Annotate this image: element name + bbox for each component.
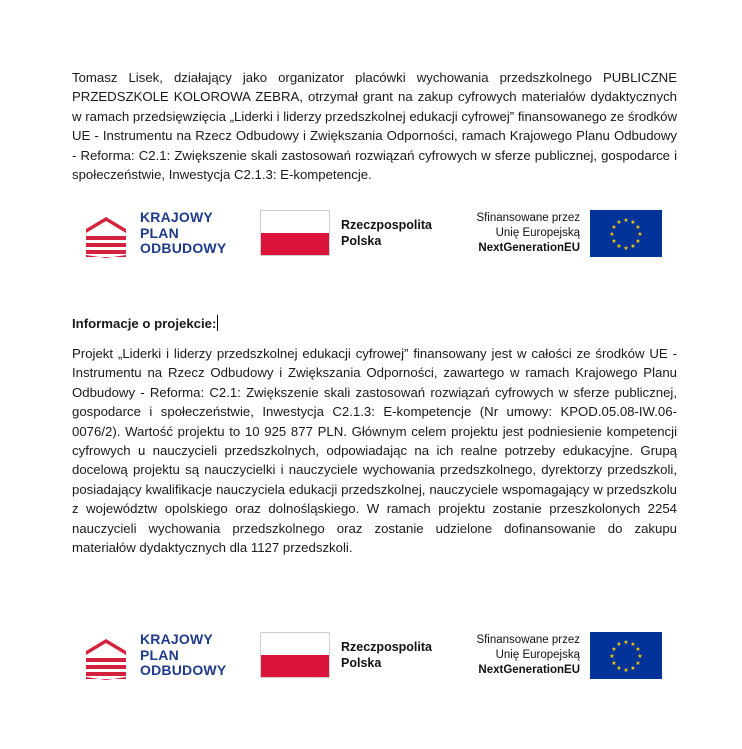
svg-text:★: ★ — [611, 646, 617, 653]
svg-text:★: ★ — [616, 665, 622, 672]
funding-logos-top — [84, 209, 664, 259]
polish-flag-icon — [260, 210, 330, 256]
rp-logo — [260, 209, 440, 259]
kpo-logo-text — [140, 210, 226, 257]
svg-text:★: ★ — [623, 245, 629, 252]
text-cursor — [217, 315, 218, 331]
eu-line-3: NextGenerationEU — [478, 242, 580, 254]
rp-line-2: Polska — [341, 234, 382, 248]
svg-text:★: ★ — [637, 231, 643, 238]
kpo-emblem-icon — [84, 631, 132, 681]
svg-text:★: ★ — [630, 665, 636, 672]
svg-text:★: ★ — [630, 243, 636, 250]
svg-text:★: ★ — [635, 224, 641, 231]
svg-text:★: ★ — [616, 243, 622, 250]
eu-flag-icon — [590, 632, 662, 679]
kpo-line-3: ODBUDOWY — [140, 240, 227, 256]
svg-text:★: ★ — [630, 641, 636, 648]
section-heading-text: Informacje o projekcie: — [72, 316, 217, 331]
svg-text:★: ★ — [616, 219, 622, 226]
kpo-logo — [84, 209, 234, 259]
eu-logo-text — [476, 211, 580, 256]
intro-paragraph: Tomasz Lisek, działający jako organizator placówki wychowania przedszkolnego PUBLICZNE PRZEDSZKOLE KOLOROWA ZEBRA, otrzymał grant na zakup cyfrowych materiałów dydaktycznych w ramach przedsięwzięcia „Liderki i liderzy przedszkolnej edukacji cyfrowej” finansowanego ze środków UE - Instrumentu na Rzecz Odbudowy i Zwiększania Odporności, ramach Krajowego Planu Odbudowy - Reforma: C2.1: Zwiększenie skali zastosowań rozwiązań cyfrowych w sferze publicznej, gospodarce i społeczeństwie, Inwestycja C2.1.3: E-kompetencje. — [72, 70, 677, 183]
eu-line-2: Unię Europejską — [495, 227, 580, 239]
eu-line-2: Unię Europejską — [495, 649, 580, 661]
svg-text:★: ★ — [630, 219, 636, 226]
kpo-line-2: PLAN — [140, 646, 179, 663]
svg-text:★: ★ — [611, 224, 617, 231]
svg-text:★: ★ — [623, 667, 629, 674]
svg-text:★: ★ — [637, 653, 643, 660]
svg-text:★: ★ — [635, 660, 641, 667]
svg-text:★: ★ — [611, 238, 617, 245]
polish-flag-icon — [260, 632, 330, 678]
rp-line-1: Rzeczpospolita — [341, 218, 432, 232]
kpo-logo — [84, 631, 234, 681]
kpo-line-2: PLAN — [140, 224, 179, 241]
kpo-emblem-icon — [84, 209, 132, 259]
kpo-line-1: KRAJOWY — [140, 209, 213, 225]
kpo-line-1: KRAJOWY — [140, 631, 213, 647]
rp-logo-text — [341, 639, 432, 671]
svg-text:★: ★ — [623, 639, 629, 646]
eu-logo — [462, 209, 662, 259]
eu-logo-text — [476, 633, 580, 678]
project-paragraph: Projekt „Liderki i liderzy przedszkolnej edukacji cyfrowej” finansowany jest w całości ze środków UE - Instrumentu na Rzecz Odbudowy i Zwiększania Odporności, zawartego w ramach Krajowego Planu Odbudowy - Reforma: C2.1: Zwiększenie skali zastosowań rozwiązań cyfrowych w sferze publicznej, gospodarce i społeczeństwie, Inwestycja C2.1.3: E-kompetencje (Nr umowy: KPOD.05.08-IW.06-0076/2). Wartość projektu to 10 925 877 PLN. Głównym celem projektu jest podniesienie kompetencji cyfrowych u nauczycieli przedszkolnych, odpowiadając na ich realne potrzeby edukacyjne. Grupą docelową projektu są nauczycielki i nauczyciele wychowania przedszkolnego, dyrektorzy przedszkoli, posiadający kwalifikacje nauczyciela edukacji przedszkolnej, nauczyciele wspomagający w przedszkolu z województw opolskiego oraz dolnośląskiego. W ramach projektu zostanie przeszkolonych 2254 nauczycieli wychowania przedszkolnego oraz zostanie udzielone dofinansowanie do zakupu materiałów dydaktycznych dla 1127 przedszkoli. — [72, 346, 677, 556]
svg-text:★: ★ — [623, 217, 629, 224]
kpo-line-3: ODBUDOWY — [140, 662, 227, 678]
eu-flag-icon — [590, 210, 662, 257]
eu-line-1: Sfinansowane przez — [476, 634, 580, 646]
eu-logo — [462, 631, 662, 681]
funding-logos-bottom — [84, 631, 664, 681]
eu-line-1: Sfinansowane przez — [476, 212, 580, 224]
rp-line-1: Rzeczpospolita — [341, 640, 432, 654]
svg-text:★: ★ — [609, 653, 615, 660]
svg-text:★: ★ — [616, 641, 622, 648]
rp-logo — [260, 631, 440, 681]
section-heading — [72, 314, 218, 333]
svg-text:★: ★ — [635, 646, 641, 653]
rp-line-2: Polska — [341, 656, 382, 670]
svg-text:★: ★ — [635, 238, 641, 245]
svg-text:★: ★ — [611, 660, 617, 667]
svg-text:★: ★ — [609, 231, 615, 238]
kpo-logo-text — [140, 632, 226, 679]
eu-line-3: NextGenerationEU — [478, 664, 580, 676]
rp-logo-text — [341, 217, 432, 249]
